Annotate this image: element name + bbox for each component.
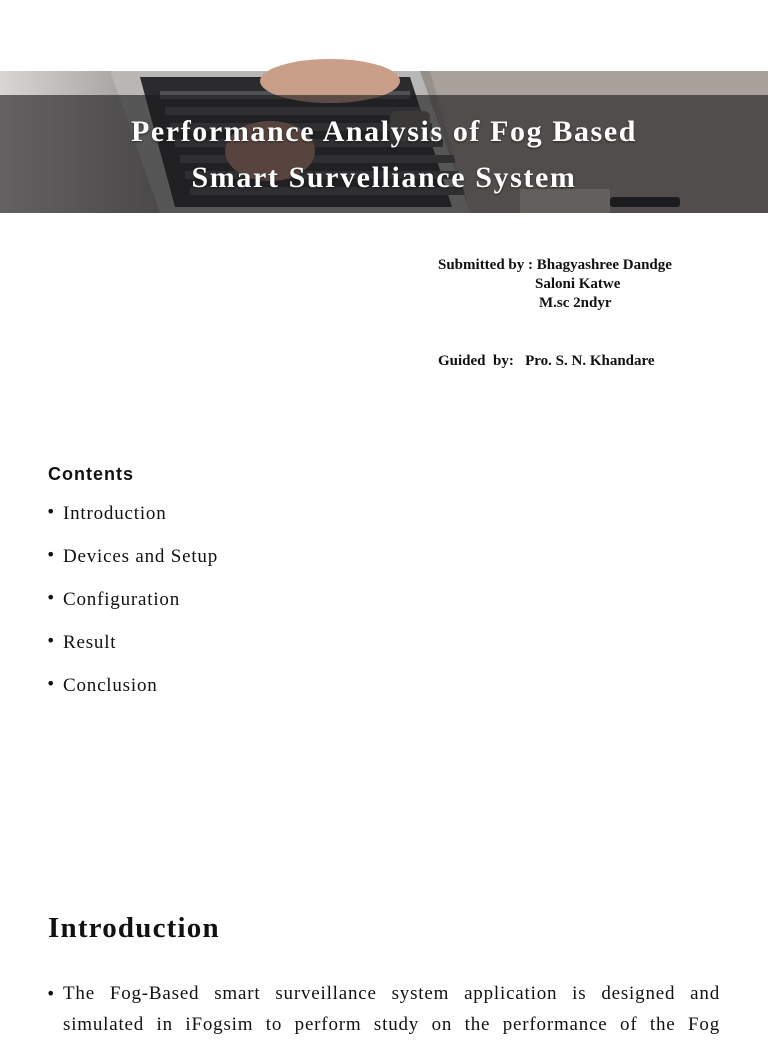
contents-item-introduction: Introduction	[63, 503, 167, 524]
contents-item-devices-setup: Devices and Setup	[63, 546, 219, 567]
bullet-icon: •	[46, 545, 57, 564]
contents-heading: Contents	[48, 464, 134, 484]
bullet-icon: •	[46, 502, 57, 521]
bullet-icon: •	[46, 588, 57, 607]
introduction-heading: Introduction	[48, 912, 220, 944]
title-line-2: Smart Survelliance System	[191, 161, 577, 194]
introduction-line-2: simulated in iFogsim to perform study on the performance of the Fog	[63, 1014, 720, 1035]
bullet-icon: •	[46, 984, 57, 1003]
bullet-icon: •	[46, 631, 57, 650]
bullet-icon: •	[46, 674, 57, 693]
title-banner	[0, 71, 768, 213]
contents-item-configuration: Configuration	[63, 589, 180, 610]
title-line-1: Performance Analysis of Fog Based	[130, 115, 638, 148]
submitted-by-line: Submitted by : Bhagyashree Dandge	[438, 257, 672, 273]
author-second-name: Saloni Katwe	[535, 276, 621, 292]
course-label: M.sc 2ndyr	[539, 295, 612, 311]
presentation-title	[0, 109, 768, 201]
introduction-line-1: The Fog-Based smart surveillance system application is designed and	[63, 983, 720, 1004]
contents-item-result: Result	[63, 632, 117, 653]
guided-by-line: Guided by: Pro. S. N. Khandare	[438, 353, 655, 369]
introduction-paragraph	[46, 978, 720, 1040]
contents-item-conclusion: Conclusion	[63, 675, 158, 696]
